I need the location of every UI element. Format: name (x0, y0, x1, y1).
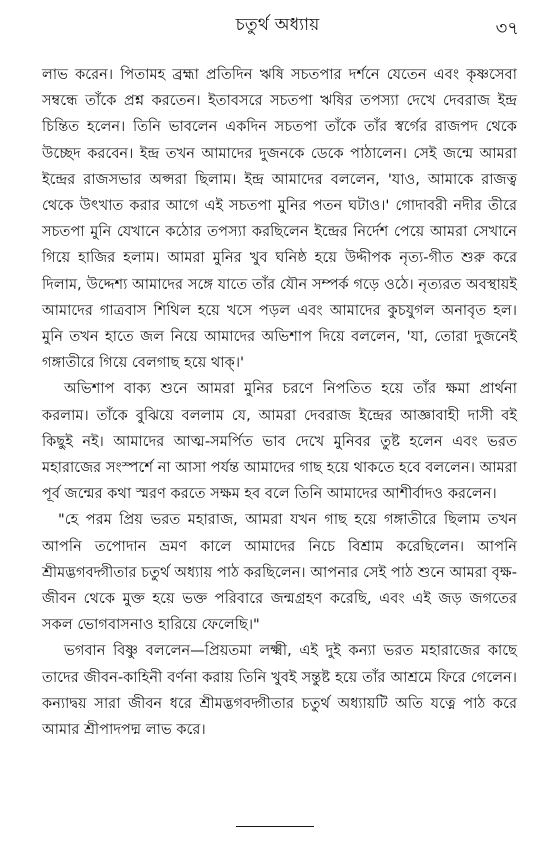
page-number: ৩৭ (495, 18, 519, 39)
paragraph-4: ভগবান বিষ্ণু বললেন—প্রিয়তমা লক্ষ্মী, এই দুই কন্যা ভরত মহারাজের কাছে তাদের জীবন-কাহিনী বর্ণনা করায় তিনি খুবই সন্তুষ্ট হয়ে তাঁর আশ্রমে ফিরে গেলেন। কন্যাদ্বয় সারা জীবন ধরে শ্রীমদ্ভগবদ্গীতার চতুর্থ অধ্যায়টি অতি যত্নে পাঠ করে আমার শ্রীপাদপদ্ম লাভ করে। (42, 642, 517, 739)
section-end-rule (236, 826, 314, 827)
paragraph-1: লাভ করেন। পিতামহ ব্রহ্মা প্রতিদিন ঋষি সচতপার দর্শনে যেতেন এবং কৃষ্ণসেবা সম্বন্ধে তাঁকে প্রশ্ন করতেন। ইতাবসরে সচতপা ঋষির তপস্যা দেখে দেবরাজ ইন্দ্র চিন্তিত হলেন। তিনি ভাবলেন একদিন সচতপা তাঁকে তাঁর স্বর্গের রাজপদ থেকে উচ্ছেদ করবেন। ইন্দ্র তখন আমাদের দুজনকে ডেকে পাঠালেন। সেই জন্মে আমরা ইন্দ্রের রাজসভার অপ্সরা ছিলাম। ইন্দ্র আমাদের বললেন, 'যাও, আমাকে রাজত্ব থেকে উৎখাত করার আগে এই সচতপা মুনির পতন ঘটাও।' গোদাবরী নদীর তীরে সচতপা মুনি যেখানে কঠোর তপস্যা করছিলেন ইন্দ্রের নির্দেশ পেয়ে আমরা সেখানে গিয়ে হাজির হলাম। আমরা মুনির খুব ঘনিষ্ঠ হয়ে উদ্দীপক নৃত্য-গীত শুরু করে দিলাম, উদ্দেশ্য আমাদের সঙ্গে যাতে তাঁর যৌন সম্পর্ক গড়ে ওঠে। নৃত্যরত অবস্থায়ই আমাদের গাত্রবাস শিথিল হয়ে খসে পড়ল এবং আমাদের কুচযুগল অনাবৃত হল। মুনি তখন হাতে জল নিয়ে আমাদের অভিশাপ দিয়ে বললেন, 'যা, তোরা দুজনেই গঙ্গাতীরে গিয়ে বেলগাছ হয়ে থাক্।' (42, 66, 517, 372)
paragraph-2: অভিশাপ বাক্য শুনে আমরা মুনির চরণে নিপতিত হয়ে তাঁর ক্ষমা প্রার্থনা করলাম। তাঁকে বুঝিয়ে বললাম যে, আমরা দেবরাজ ইন্দ্রের আজ্ঞাবাহী দাসী বই কিছুই নই। আমাদের আত্ম-সমর্পিত ভাব দেখে মুনিবর তুষ্ট হলেন এবং ভরত মহারাজের সংস্পর্শে না আসা পর্যন্ত আমাদের গাছ হয়ে থাকতে হবে বললেন। আমরা পূর্ব জন্মের কথা স্মরণ করতে সক্ষম হব বলে তিনি আমাদের আশীর্বাদও করলেন। (42, 380, 517, 503)
body-text (42, 62, 517, 743)
quoted-paragraph: "হে পরম প্রিয় ভরত মহারাজ, আমরা যখন গাছ হয়ে গঙ্গাতীরে ছিলাম তখন আপনি তপোদান ভ্রমণ কালে আমাদের নিচে বিশ্রাম করেছিলেন। আপনি শ্রীমদ্ভগবদ্গীতার চতুর্থ অধ্যায় পাঠ করছিলেন। আপনার সেই পাঠ শুনে আমরা বৃক্ষ-জীবন থেকে মুক্ত হয়ে ভক্ত পরিবারে জন্মগ্রহণ করেছি, এবং এই জড় জগতের সকল ভোগবাসনাও হারিয়ে ফেলেছি।" (42, 511, 517, 634)
running-title: চতুর্থ অধ্যায় (235, 15, 320, 35)
